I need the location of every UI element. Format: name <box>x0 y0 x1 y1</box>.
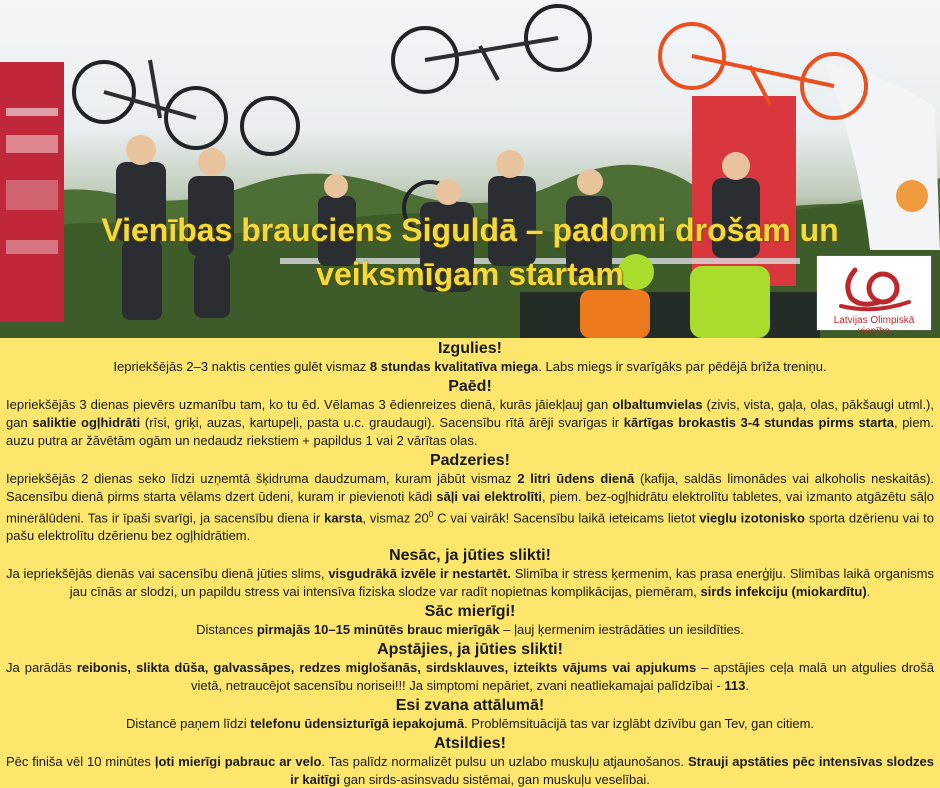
tip-emphasis: 113 <box>724 678 746 694</box>
tip-emphasis: Strauji apstāties pēc intensīvas slodzes ir kaitīgi <box>290 754 934 788</box>
tip-body <box>6 753 934 788</box>
tip-heading: Sāc mierīgi! <box>424 603 516 621</box>
tip-heading: Izgulies! <box>437 340 502 357</box>
tip-text: Distancē paņem līdzi <box>125 716 251 732</box>
tip-text: – apstājies ceļa malā un atgulies drošā vietā, netraucējot sacensību norisei!!! Ja simptomi nepāriet, zvani neatliekamajai palīdzībai - <box>191 660 934 694</box>
tip-body <box>6 396 934 450</box>
tip-emphasis: telefonu ūdensizturīgā iepakojumā <box>250 716 465 732</box>
poster-title: Vienības brauciens Siguldā – padomi drošam un veiksmīgam startam <box>101 212 839 292</box>
tip-section <box>0 339 940 376</box>
tip-section <box>0 696 940 733</box>
tip-text: Iepriekšējās 3 dienas pievērs uzmanību tam, ko tu ēd. Vēlamas 3 ēdienreizes dienā, kurās jāiekļauj gan <box>6 397 613 412</box>
tip-emphasis: sāļi vai elektrolīti <box>436 489 543 504</box>
tip-text: . Tas palīdz normalizēt pulsu un uzlabo muskuļu atjaunošanos. <box>321 754 688 770</box>
tip-emphasis: pirmajās 10–15 minūtēs brauc mierīgāk <box>256 622 500 638</box>
tip-heading: Padzeries! <box>429 452 511 469</box>
tip-text: . Labs miegs ir svarīgāks par pēdējā brīža treniņu. <box>538 359 827 374</box>
tip-section <box>0 451 940 545</box>
tip-text: Iepriekšējās 2–3 naktis centies gulēt vismaz <box>113 359 370 374</box>
tip-heading: Esi zvana attālumā! <box>395 697 545 715</box>
tip-body <box>6 358 934 376</box>
tip-text: – ļauj ķermenim iestrādāties un iesildīties. <box>499 622 744 638</box>
tip-emphasis: reibonis, slikta dūša, galvassāpes, redzes miglošanās, sirdsklauves, izteikts vājums vai apjukums <box>76 660 697 676</box>
tip-emphasis: 8 stundas kvalitatīva miega <box>369 359 539 374</box>
tip-heading: Nesāc, ja jūties slikti! <box>389 547 551 565</box>
tip-body <box>6 621 934 639</box>
tip-body <box>6 715 934 733</box>
tip-heading: Atsildies! <box>433 735 506 753</box>
tip-emphasis: sirds infekciju (miokardītu) <box>700 584 867 600</box>
tip-text: Iepriekšējās 2 dienas seko līdzi uzņemtā šķidruma daudzumam, kuram jābūt vismaz <box>6 471 518 486</box>
tip-text: Distances <box>196 622 257 638</box>
superscript: 0 <box>428 510 434 519</box>
olympic-flame-icon <box>817 256 931 316</box>
tip-emphasis: kārtīgas brokastis 3-4 stundas pirms starta <box>623 415 894 430</box>
tip-emphasis: visgudrākā izvēle ir nestartēt. <box>328 566 511 582</box>
olympic-team-logo <box>817 256 931 337</box>
tip-text: Slimība ir stress ķermenim, kas prasa enerģiju. Slimības laikā organisms jau cīnās ar slodzi, un papildu stress vai intensīva fiziska slodze var radīt nopietnas komplikācijas, piemēram, <box>69 566 934 600</box>
tip-text: . <box>866 584 871 600</box>
tip-text: sporta dzērienu vai to pašu elektrolītu dzērienu bez ogļhidrātiem. <box>6 510 935 544</box>
tip-text: . <box>745 678 749 694</box>
tip-section <box>0 546 940 601</box>
tip-text: Ja iepriekšējās dienās vai sacensību dienā jūties slims, <box>6 566 329 582</box>
tip-emphasis: ļoti mierīgi pabrauc ar velo <box>154 754 322 770</box>
tip-body <box>6 470 934 545</box>
tip-text: (zivis, vista, gaļa, olas, pākšaugi utml.), gan <box>6 397 934 430</box>
tip-heading: Apstājies, ja jūties slikti! <box>377 641 563 659</box>
tip-section <box>0 640 940 695</box>
tip-body <box>6 659 934 695</box>
tip-text: C vai vairāk! Sacensību laikā ieteicams lietot <box>433 510 700 526</box>
tip-text: , piem. auzu putra ar žāvētām ogām un nedaudz riekstiem + papildus 1 vai 2 vārītas olas. <box>6 415 934 448</box>
tip-text: Pēc finiša vēl 10 minūtes <box>6 754 155 770</box>
tip-emphasis: 2 litri ūdens dienā <box>517 471 635 486</box>
tip-body <box>6 565 934 601</box>
tip-text: (rīsi, griķi, auzas, kartupeļi, pasta u.c. graudaugi). Sacensību rītā ārēji svarīgas ir <box>140 415 624 430</box>
tips-content <box>0 338 940 788</box>
tip-section <box>0 377 940 450</box>
tip-section <box>0 602 940 639</box>
tip-text: . Problēmsituācijā tas var izglābt dzīvību gan Tev, gan citiem. <box>464 716 815 732</box>
tip-heading: Paēd! <box>448 378 492 395</box>
tip-text: gan sirds-asinsvadu sistēmai, gan muskuļu veselībai. <box>339 772 650 788</box>
tip-emphasis: vieglu izotonisko <box>699 510 805 526</box>
tip-text: , piem. bez-ogļhidrātu elektrolītu tabletes, vai izmanto atgāzētu sāļo minerālūdeni. Tas ir īpaši svarīgi, ja sacensību diena ir <box>6 489 934 526</box>
hero-photo <box>0 0 940 338</box>
tip-emphasis: saliktie ogļhidrāti <box>32 415 141 430</box>
tip-text: Ja parādās <box>6 660 77 676</box>
tip-emphasis: karsta <box>324 510 363 526</box>
tip-text: , vismaz 20 <box>362 510 429 526</box>
tip-section <box>0 734 940 788</box>
logo-label: Latvijas Olimpiskā vienība <box>833 315 915 337</box>
tip-text: (kafija, saldās limonādes vai alkoholis neskaitās). Sacensību dienā pirms starta vēlams dzert ūdeni, kuram ir pievienoti kādi <box>6 471 935 504</box>
tip-emphasis: olbaltumvielas <box>612 397 703 412</box>
